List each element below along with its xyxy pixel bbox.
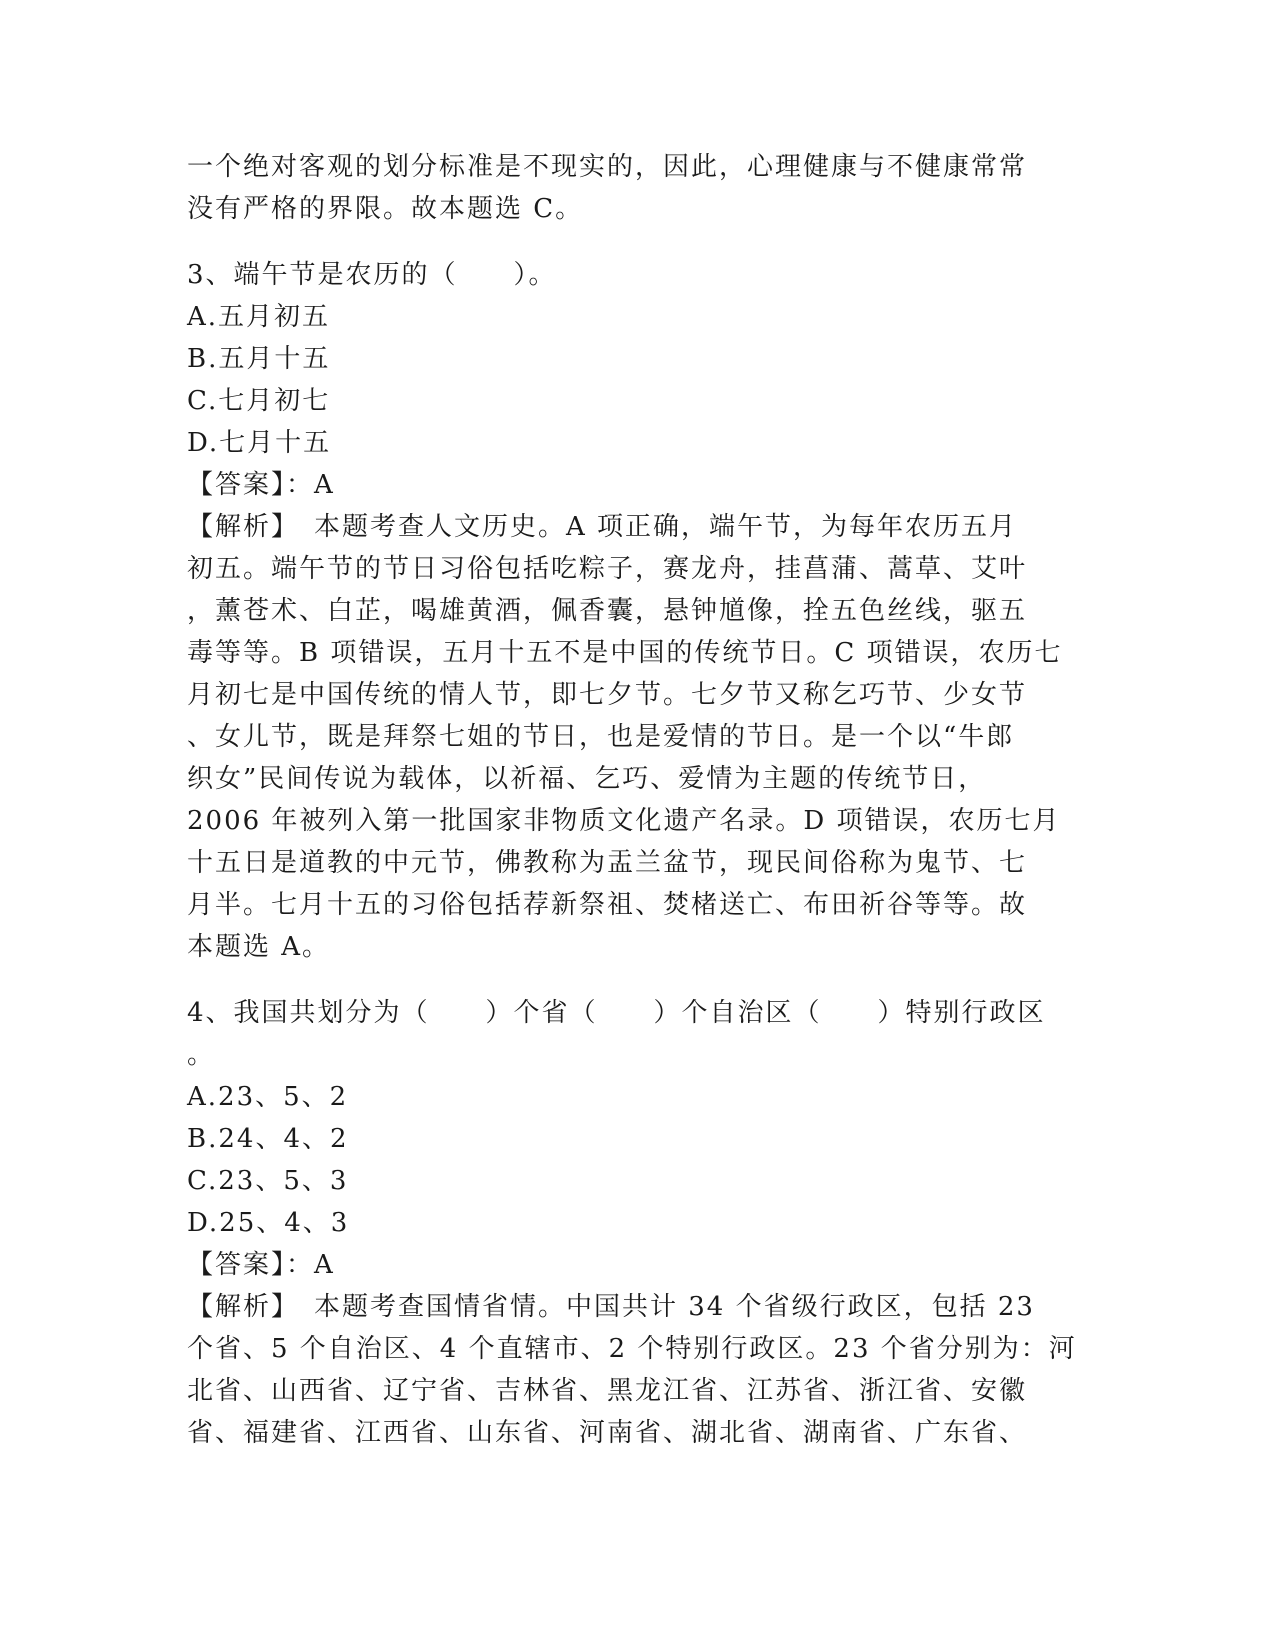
option-d: D.七月十五 <box>187 428 332 458</box>
question-stem: 。 <box>187 1040 216 1070</box>
option-b: B.五月十五 <box>187 344 331 374</box>
answer-line: 【答案】：A <box>187 470 335 500</box>
text-line: 省、福建省、江西省、山东省、河南省、湖北省、湖南省、广东省、 <box>187 1418 1028 1448</box>
option-a: A.23、5、2 <box>187 1082 349 1112</box>
text-line: 本题选 A。 <box>187 932 331 962</box>
question-stem: 3、端午节是农历的（ ）。 <box>187 260 557 290</box>
text-line: 月半。七月十五的习俗包括荐新祭祖、焚楮送亡、布田祈谷等等。故 <box>187 890 1028 920</box>
text-line: 北省、山西省、辽宁省、吉林省、黑龙江省、江苏省、浙江省、安徽 <box>187 1376 1028 1406</box>
text-line: 一个绝对客观的划分标准是不现实的，因此，心理健康与不健康常常 <box>187 152 1028 182</box>
question-4 <box>187 992 1087 1454</box>
text-line: ，薰苍术、白芷，喝雄黄酒，佩香囊，悬钟馗像，拴五色丝线，驱五 <box>187 596 1028 626</box>
text-line: 月初七是中国传统的情人节，即七夕节。七夕节又称乞巧节、少女节 <box>187 680 1028 710</box>
option-d: D.25、4、3 <box>187 1208 350 1238</box>
answer-line: 【答案】：A <box>187 1250 335 1280</box>
analysis-paragraph <box>187 506 1087 968</box>
question-3 <box>187 254 1087 968</box>
text-line: 织女”民间传说为载体，以祈福、乞巧、爱情为主题的传统节日， <box>187 764 987 794</box>
option-c: C.23、5、3 <box>187 1166 349 1196</box>
option-a: A.五月初五 <box>187 302 331 332</box>
text-line: 没有严格的界限。故本题选 C。 <box>187 194 584 224</box>
analysis-paragraph <box>187 1286 1087 1454</box>
text-line: 十五日是道教的中元节，佛教称为盂兰盆节，现民间俗称为鬼节、七 <box>187 848 1028 878</box>
option-b: B.24、4、2 <box>187 1124 349 1154</box>
document-page <box>187 146 1087 1454</box>
text-line: 、女儿节，既是拜祭七姐的节日，也是爱情的节日。是一个以“牛郎 <box>187 722 1015 752</box>
text-line: 个省、5 个自治区、4 个直辖市、2 个特别行政区。23 个省分别为：河 <box>187 1334 1077 1364</box>
text-line: 初五。端午节的节日习俗包括吃粽子，赛龙舟，挂菖蒲、蒿草、艾叶 <box>187 554 1028 584</box>
option-c: C.七月初七 <box>187 386 331 416</box>
text-line: 【解析】 本题考查国情省情。中国共计 34 个省级行政区，包括 23 <box>187 1292 1035 1322</box>
text-line: 毒等等。B 项错误，五月十五不是中国的传统节日。C 项错误，农历七 <box>187 638 1063 668</box>
text-line: 2006 年被列入第一批国家非物质文化遗产名录。D 项错误，农历七月 <box>187 806 1061 836</box>
intro-paragraph <box>187 146 1087 230</box>
question-stem: 4、我国共划分为（ ）个省（ ）个自治区（ ）特别行政区 <box>187 998 1046 1028</box>
text-line: 【解析】 本题考查人文历史。A 项正确，端午节，为每年农历五月 <box>187 512 1018 542</box>
